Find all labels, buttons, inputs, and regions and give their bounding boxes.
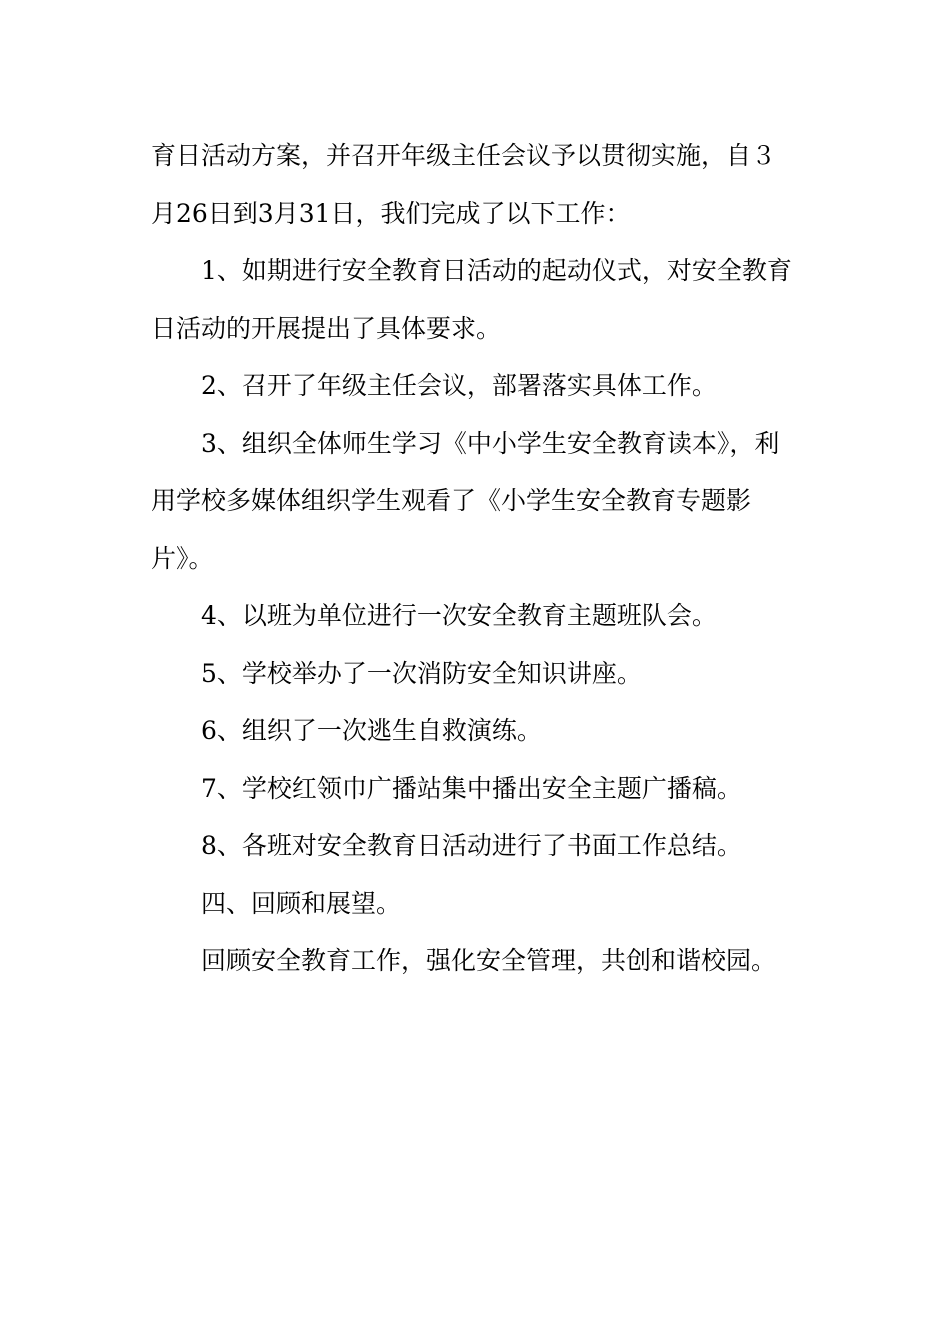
- document-body: [151, 127, 811, 990]
- text-line: 日活动的开展提出了具体要求。: [151, 313, 502, 343]
- text-line: 用学校多媒体组织学生观看了《小学生安全教育专题影: [151, 486, 752, 515]
- text-line: 6、组织了一次逃生自救演练。: [201, 716, 542, 745]
- paragraph-closing: [151, 932, 811, 990]
- paragraph-item-1: [151, 242, 811, 357]
- paragraph-intro-continuation: [151, 127, 811, 242]
- section-heading-review: [151, 875, 811, 933]
- paragraph-item-8: [151, 817, 811, 875]
- text-line: 1、如期进行安全教育日活动的起动仪式，对安全教育: [201, 256, 792, 285]
- text-line: 4、以班为单位进行一次安全教育主题班队会。: [201, 601, 717, 630]
- text-line: 7、学校红领巾广播站集中播出安全主题广播稿。: [201, 773, 742, 803]
- text-line: 月26日到3月31日，我们完成了以下工作：: [151, 198, 631, 228]
- text-line: 3、组织全体师生学习《中小学生安全教育读本》，利: [201, 428, 780, 458]
- paragraph-item-7: [151, 760, 811, 818]
- text-line: 四、回顾和展望。: [201, 888, 402, 918]
- paragraph-item-2: [151, 357, 811, 415]
- text-line: 5、学校举办了一次消防安全知识讲座。: [201, 658, 642, 688]
- paragraph-item-6: [151, 702, 811, 760]
- text-line: 8、各班对安全教育日活动进行了书面工作总结。: [201, 831, 742, 860]
- text-line: 2、召开了年级主任会议，部署落实具体工作。: [201, 371, 717, 400]
- paragraph-item-3: [151, 415, 811, 588]
- text-line: 片》。: [151, 543, 214, 573]
- text-line: 育日活动方案，并召开年级主任会议予以贯彻实施，自３: [151, 141, 777, 170]
- paragraph-item-4: [151, 587, 811, 645]
- paragraph-item-5: [151, 645, 811, 703]
- text-line: 回顾安全教育工作，强化安全管理，共创和谐校园。: [201, 946, 777, 975]
